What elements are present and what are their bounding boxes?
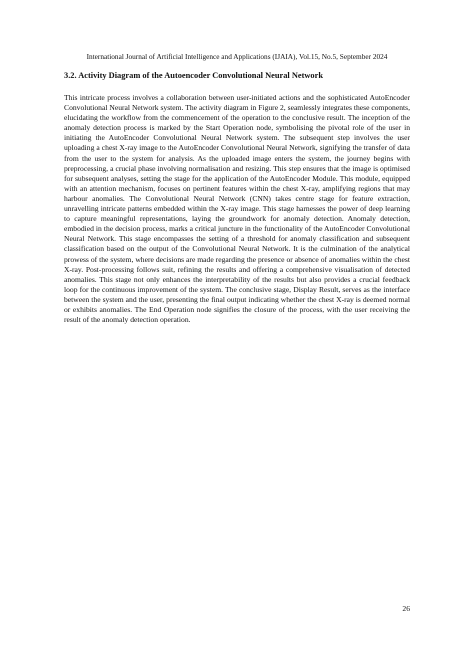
running-header: International Journal of Artificial Intelligence and Applications (IJAIA), Vol.15, No.5, September 2024	[86, 52, 388, 61]
section-heading: 3.2. Activity Diagram of the Autoencoder Convolutional Neural Network	[64, 71, 323, 80]
page-number: 26	[402, 604, 410, 613]
body-paragraph: This intricate process involves a collaboration between user-initiated actions and the sophisticated AutoEncoder Convolutional Neural Network system. The activity diagram in Figure 2, seamlessly integrates these components, elucidating the workflow from the commencement of the operation to the conclusive result. The inception of the anomaly detection process is marked by the Start Operation node, symbolising the pivotal role of the user in initiating the AutoEncoder Convolutional Neural Network system. The subsequent step involves the user uploading a chest X-ray image to the AutoEncoder Convolutional Neural Network, signifying the transfer of data from the user to the system for analysis. As the uploaded image enters the system, the journey begins with preprocessing, a crucial phase involving normalisation and resizing. This step ensures that the image is optimised for subsequent analyses, setting the stage for the application of the AutoEncoder Module. This module, equipped with an attention mechanism, focuses on pertinent features within the chest X-ray, amplifying regions that may harbour anomalies. The Convolutional Neural Network (CNN) takes centre stage for feature extraction, unravelling intricate patterns embedded within the X-ray image. This stage harnesses the power of deep learning to capture meaningful representations, laying the groundwork for anomaly detection. Anomaly detection, embodied in the decision process, marks a critical juncture in the functionality of the AutoEncoder Convolutional Neural Network. This stage encompasses the setting of a threshold for anomaly classification and subsequent classification based on the output of the Convolutional Neural Network. It is the culmination of the analytical prowess of the system, where decisions are made regarding the presence or absence of anomalies within the chest X-ray. Post-processing follows suit, refining the results and offering a comprehensive visualisation of detected anomalies. This stage not only enhances the interpretability of the results but also provides a crucial feedback loop for the continuous improvement of the system. The conclusive stage, Display Result, serves as the interface between the system and the user, presenting the final output indicating whether the chest X-ray is deemed normal or exhibits anomalies. The End Operation node signifies the closure of the process, with the user receiving the result of the anomaly detection operation.	[64, 93, 410, 325]
